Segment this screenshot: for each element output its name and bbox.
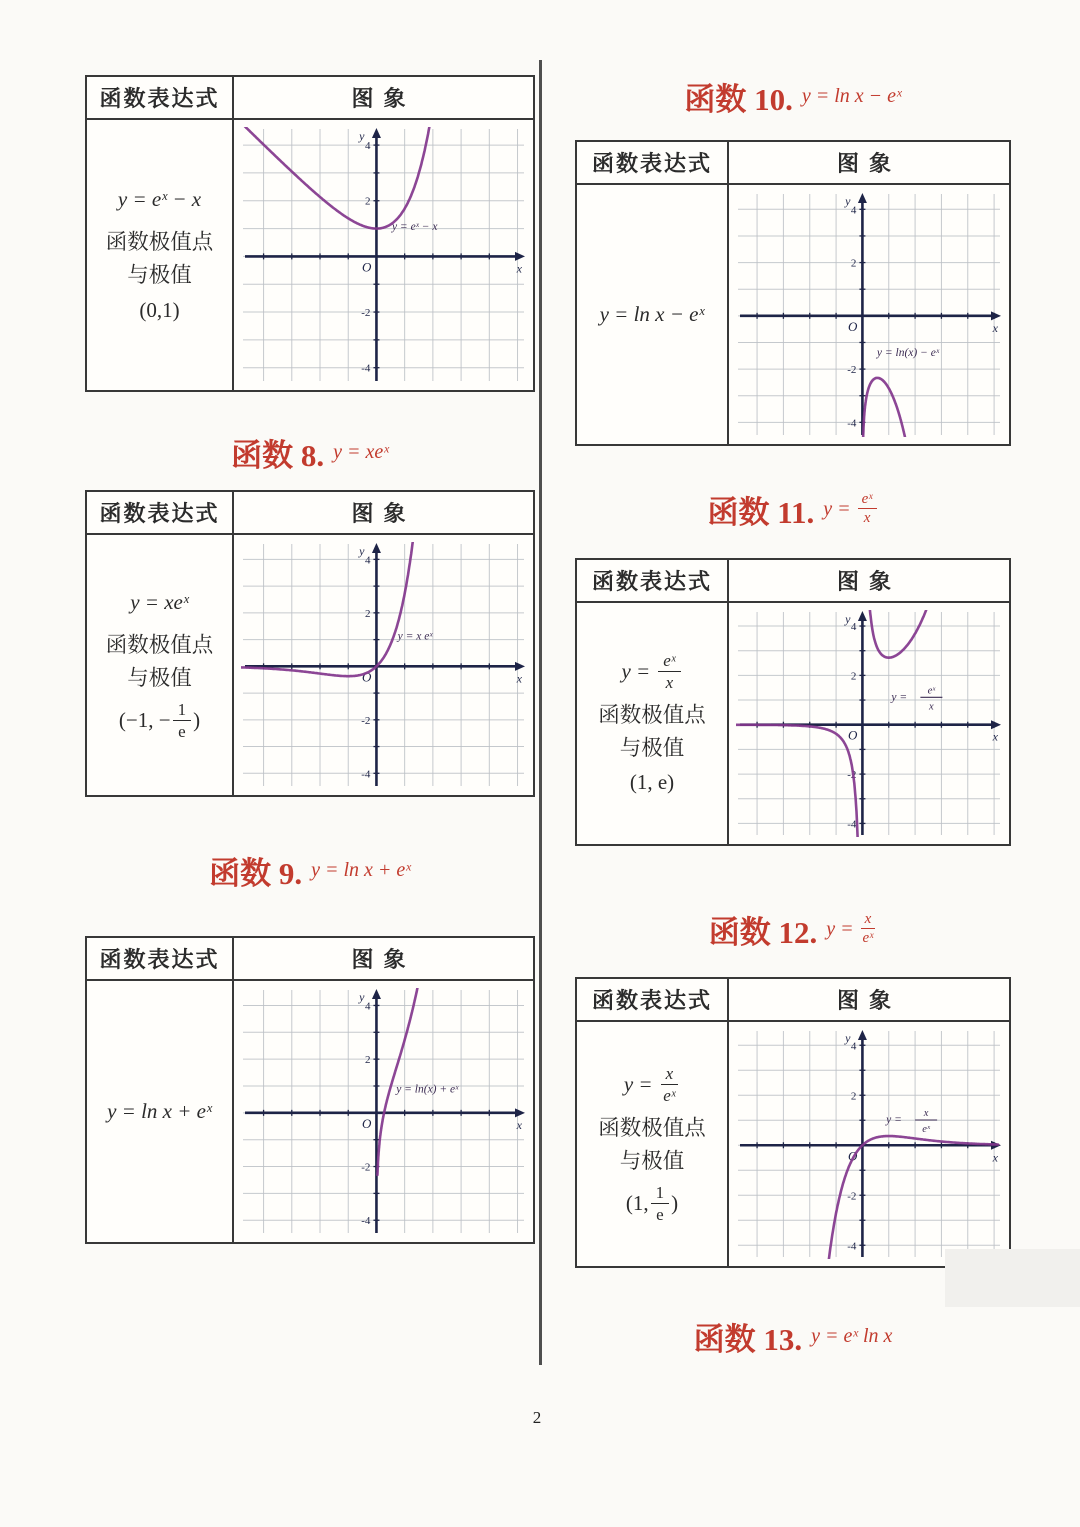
heading-number: 函数 13. — [693, 1321, 803, 1357]
svg-text:-2: -2 — [847, 1190, 857, 1203]
heading-number: 函数 10. — [684, 81, 793, 117]
extremum-label: 函数极值点 — [105, 633, 214, 658]
graph-cell — [234, 535, 533, 795]
extremum-label: 函数极值点 — [598, 1116, 706, 1141]
graph-cell — [234, 981, 533, 1242]
function-table-x-over-exp — [575, 977, 1011, 1268]
function-expression: y = $\frac{x}{\text{eˣ}}$ — [624, 1065, 680, 1104]
svg-text:y: y — [845, 1031, 851, 1045]
header-graph-label: 图象 — [351, 501, 416, 526]
heading-formula: y = ln x − eˣ — [801, 84, 902, 107]
header-expression-label: 函数表达式 — [577, 979, 729, 1020]
fraction: $\frac{x}{\text{eˣ}}$ — [661, 1065, 679, 1104]
section-heading-9 — [85, 848, 535, 892]
svg-text:x: x — [516, 671, 522, 686]
function-graph — [241, 127, 526, 383]
graph-cell — [729, 185, 1009, 444]
function-graph — [736, 610, 1002, 837]
extremum-label: 与极值 — [619, 1149, 685, 1173]
section-heading-8 — [85, 430, 535, 474]
table-header — [577, 142, 1009, 185]
heading-number: 函数 9. — [209, 855, 303, 891]
svg-text:x: x — [923, 1108, 929, 1119]
expression-cell — [577, 1022, 729, 1266]
function-expression: y = $\frac{\text{eˣ}}{x}$ — [621, 652, 682, 691]
function-table-x-exp — [85, 490, 535, 797]
svg-text:-4: -4 — [847, 417, 857, 430]
svg-text:O: O — [848, 1148, 858, 1164]
table-header — [87, 492, 533, 535]
heading-formula: y = ln x + eˣ — [311, 858, 411, 881]
extremum-label: 函数极值点 — [105, 230, 214, 255]
svg-text:-4: -4 — [847, 1240, 857, 1253]
svg-text:-4: -4 — [361, 362, 371, 375]
function-graph — [736, 1029, 1002, 1259]
svg-text:-2: -2 — [361, 307, 371, 320]
svg-text:O: O — [362, 669, 372, 685]
section-heading-10 — [575, 72, 1011, 120]
svg-text:4: 4 — [850, 1040, 857, 1053]
extremum-value: (0,1) — [139, 297, 180, 322]
header-expression-label: 函数表达式 — [87, 492, 234, 533]
svg-text:2: 2 — [364, 195, 371, 208]
extremum-value: (1, $\frac{1}{e}$ ) — [625, 1182, 679, 1224]
heading-number: 函数 11. — [707, 494, 815, 530]
table-header — [577, 979, 1009, 1022]
header-graph-label: 图象 — [836, 151, 901, 176]
svg-text:2: 2 — [850, 257, 857, 270]
graph-cell — [729, 1022, 1009, 1266]
svg-text:O: O — [362, 259, 372, 275]
table-header — [87, 77, 533, 120]
svg-text:4: 4 — [364, 554, 371, 567]
svg-text:y: y — [845, 194, 851, 208]
svg-text:-2: -2 — [361, 1161, 371, 1174]
graph-cell — [234, 120, 533, 390]
svg-text:x: x — [516, 261, 522, 276]
expression-cell — [87, 120, 234, 390]
extremum-label: 与极值 — [127, 666, 192, 690]
expression-cell — [87, 535, 234, 795]
svg-text:4: 4 — [850, 204, 857, 217]
svg-text:y: y — [359, 990, 365, 1004]
header-expression-label: 函数表达式 — [577, 142, 729, 183]
svg-text:4: 4 — [850, 621, 857, 634]
svg-text:y: y — [359, 129, 365, 143]
svg-text:2: 2 — [850, 670, 857, 683]
section-heading-13 — [575, 1312, 1011, 1360]
header-expression-label: 函数表达式 — [87, 938, 234, 979]
function-graph — [241, 542, 526, 788]
svg-text:y: y — [845, 612, 851, 626]
function-table-ln-minus-exp — [575, 140, 1011, 446]
svg-text:O: O — [362, 1115, 372, 1131]
fraction: $\frac{x}{\text{eˣ}}$ — [862, 911, 874, 946]
heading-formula: y = $\frac{x}{\text{eˣ}}$ — [826, 911, 874, 946]
header-expression-label: 函数表达式 — [577, 560, 729, 601]
svg-text:4: 4 — [364, 140, 371, 153]
extremum-value: (−1, − $\frac{1}{e}$ ) — [118, 699, 201, 741]
table-header — [577, 560, 1009, 603]
function-expression: y = eˣ − x — [117, 187, 202, 212]
svg-text:-2: -2 — [361, 714, 371, 727]
column-divider — [539, 60, 542, 1365]
section-heading-11 — [575, 478, 1011, 540]
svg-text:-2: -2 — [847, 364, 857, 377]
svg-text:-4: -4 — [847, 818, 857, 831]
heading-formula: y = $\frac{\text{eˣ}}{x}$ — [823, 492, 878, 526]
page-number: 2 — [532, 1408, 542, 1427]
graph-cell — [729, 603, 1009, 844]
heading-formula: y = eˣ ln x — [811, 1324, 893, 1347]
header-expression-label: 函数表达式 — [87, 77, 234, 118]
svg-text:eˣ: eˣ — [922, 1124, 930, 1135]
svg-text:y: y — [359, 544, 365, 558]
heading-number: 函数 8. — [231, 437, 325, 473]
svg-text:eˣ: eˣ — [927, 685, 936, 697]
heading-formula: y = xeˣ — [333, 440, 389, 463]
expression-cell — [577, 603, 729, 844]
function-expression: y = ln x + eˣ — [107, 1099, 212, 1123]
scan-artifact — [945, 1249, 1080, 1307]
expression-cell — [87, 981, 234, 1242]
fraction: $\frac{1}{e}$ — [651, 1184, 670, 1223]
fraction: $\frac{\text{eˣ}}{x}$ — [658, 652, 680, 691]
svg-text:x: x — [992, 320, 998, 335]
svg-text:4: 4 — [364, 1000, 371, 1013]
extremum-label: 与极值 — [127, 263, 192, 287]
svg-text:-4: -4 — [361, 1215, 371, 1228]
header-graph-label: 图象 — [836, 988, 901, 1013]
svg-text:y = eˣ − x: y = eˣ − x — [391, 220, 438, 233]
svg-text:2: 2 — [364, 1054, 371, 1067]
expression-cell — [577, 185, 729, 444]
svg-text:-4: -4 — [361, 768, 371, 781]
svg-text:y = ln(x) + eˣ: y = ln(x) + eˣ — [396, 1083, 459, 1096]
svg-text:2: 2 — [364, 607, 371, 620]
svg-text:y =: y = — [891, 691, 908, 704]
extremum-value: (1, e) — [629, 770, 675, 795]
function-expression: y = ln x − eˣ — [599, 302, 705, 326]
header-graph-label: 图象 — [351, 86, 416, 111]
svg-text:2: 2 — [850, 1090, 857, 1103]
extremum-label: 与极值 — [619, 735, 685, 760]
section-heading-12 — [575, 898, 1011, 960]
svg-text:y =: y = — [886, 1114, 902, 1126]
header-graph-label: 图象 — [836, 569, 901, 594]
svg-text:x: x — [516, 1117, 522, 1132]
svg-text:O: O — [848, 318, 858, 334]
heading-number: 函数 12. — [708, 914, 818, 950]
function-table-ln-plus-exp — [85, 936, 535, 1244]
function-graph — [241, 988, 526, 1235]
function-graph — [736, 192, 1002, 437]
function-table-exp-minus-x — [85, 75, 535, 392]
function-table-exp-over-x — [575, 558, 1011, 846]
function-expression: y = xeˣ — [130, 590, 189, 615]
fraction: $\frac{1}{e}$ — [173, 701, 192, 740]
svg-text:y = x eˣ: y = x eˣ — [397, 630, 433, 643]
svg-text:x: x — [929, 701, 934, 713]
extremum-label: 函数极值点 — [598, 702, 706, 727]
fraction: $\frac{\text{eˣ}}{x}$ — [858, 492, 877, 526]
svg-text:y = ln(x) − eˣ: y = ln(x) − eˣ — [876, 346, 940, 359]
svg-text:x: x — [992, 1150, 998, 1165]
table-header — [87, 938, 533, 981]
svg-text:O: O — [848, 727, 858, 743]
svg-text:x: x — [992, 729, 998, 744]
svg-text:-2: -2 — [847, 769, 857, 782]
header-graph-label: 图象 — [351, 947, 416, 972]
